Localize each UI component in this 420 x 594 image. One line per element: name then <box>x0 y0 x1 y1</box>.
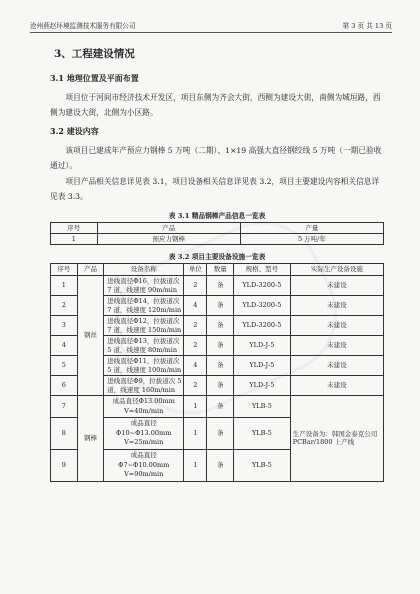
unit-cell: 1 <box>184 396 207 418</box>
row-number: 1 <box>51 276 78 296</box>
table-header-cell: 规格、型号 <box>234 264 291 276</box>
unit-cell: 2 <box>184 336 207 356</box>
model-cell: YLB-5 <box>234 396 291 418</box>
unit-cell: 4 <box>184 356 207 376</box>
table-header-cell: 单位 <box>184 264 207 276</box>
unit-cell: 2 <box>184 276 207 296</box>
unit-cell: 1 <box>184 418 207 450</box>
table-header-cell: 数量 <box>207 264 234 276</box>
row-number: 5 <box>51 356 78 376</box>
actual-cell: 未建设 <box>290 316 383 336</box>
spec-cell: 进线直径Φ16，拉拔道次 7 道，线速度 90m/min <box>104 276 184 296</box>
table-header-row <box>51 223 384 234</box>
subsection-content-title: 3.2 建设内容 <box>50 126 99 136</box>
spec-cell: 进线直径Φ13，拉拔道次 5 道，线速度 80m/min <box>104 336 184 356</box>
table2-caption: 表 3.2 项目主要设备设施一览表 <box>168 253 266 261</box>
unit-cell: 4 <box>184 296 207 316</box>
table-header-cell: 产品 <box>77 264 104 276</box>
model-cell: YLD-J-5 <box>234 376 291 396</box>
row-number: 9 <box>51 449 78 481</box>
qty-cell: 条 <box>207 418 234 450</box>
table-row <box>51 234 384 245</box>
row-number: 2 <box>51 296 78 316</box>
company-name: 沧州燕赵环境监测技术服务有限公司 <box>30 22 136 30</box>
row-number: 6 <box>51 376 78 396</box>
model-cell: YLD-J-5 <box>234 356 291 376</box>
qty-cell: 条 <box>207 449 234 481</box>
model-cell: YLD-3200-5 <box>234 296 291 316</box>
qty-cell: 条 <box>207 276 234 296</box>
table-row <box>51 276 384 296</box>
equipment-table <box>50 263 384 482</box>
table-cell: 预应力钢棒 <box>97 234 240 245</box>
row-number: 8 <box>51 418 78 450</box>
spec-cell: 成品直径 Φ7~Φ10.00mm V=90m/min <box>104 449 184 481</box>
content-paragraph: 该项目已建成年产预应力钢棒 5 万吨（二期）、1×19 高强大直径钢绞线 5 万吨（一期已验收通过）。 <box>50 146 382 170</box>
table-header-cell: 实际生产设备设施 <box>290 264 383 276</box>
actual-cell: 未建设 <box>290 336 383 356</box>
table-cell: 1 <box>51 234 98 245</box>
row-number: 3 <box>51 316 78 336</box>
location-paragraph: 项目位于河间市经济技术开发区，项目东侧为齐会大街，西侧为建设大街，南侧为城垣路，西侧为建设大街，北侧为小区路。 <box>50 93 381 117</box>
subsection-location-title: 3.1 地理位置及平面布置 <box>50 73 139 83</box>
product-table <box>50 222 384 245</box>
product-group-bar: 钢棒 <box>77 396 104 482</box>
actual-cell: 未建设 <box>290 376 383 396</box>
table-header-cell: 序号 <box>51 264 78 276</box>
actual-cell: 未建设 <box>290 356 383 376</box>
spec-cell: 进线直径Φ11，拉拔道次 5 道，线速度 100m/min <box>104 356 184 376</box>
actual-cell: 未建设 <box>290 276 383 296</box>
model-cell: YLD-3200-5 <box>234 276 291 296</box>
model-cell: YLB-5 <box>234 449 291 481</box>
model-cell: YLD-3200-5 <box>234 316 291 336</box>
page-header <box>30 20 392 33</box>
qty-cell: 条 <box>207 376 234 396</box>
table-header-cell: 产量 <box>240 223 383 234</box>
row-number: 7 <box>51 396 78 418</box>
page-number: 第 3 页 共 13 页 <box>342 22 392 30</box>
qty-cell: 条 <box>207 356 234 376</box>
table1-caption: 表 3.1 精品钢棒产品信息一览表 <box>168 212 266 220</box>
reference-paragraph: 项目产品相关信息详见表 3.1，项目设备相关信息详见表 3.2，项目主要建设内容相关信息详见表 3.3。 <box>50 177 380 201</box>
table-header-cell: 产品 <box>97 223 240 234</box>
merged-actual-cell: 生产设备为：韩国金泰克公司 PCBar/1800 上产线 <box>290 396 383 482</box>
table-row <box>51 396 384 418</box>
table-cell: 5 万吨/年 <box>240 234 383 245</box>
table-header-cell: 序号 <box>51 223 98 234</box>
qty-cell: 条 <box>207 336 234 356</box>
spec-cell: 进线直径Φ9，拉拔道次 5 道，线速度 160m/min <box>104 376 184 396</box>
spec-cell: 成品直径 Φ10~Φ13.00mm V=25m/min <box>104 418 184 450</box>
qty-cell: 条 <box>207 316 234 336</box>
actual-cell: 未建设 <box>290 296 383 316</box>
model-cell: YLD-J-5 <box>234 336 291 356</box>
spec-cell: 进线直径Φ12，拉拔道次 7 道，线速度 150m/min <box>104 316 184 336</box>
model-cell: YLB-5 <box>234 418 291 450</box>
document-body <box>50 46 384 482</box>
table-header-row <box>51 264 384 276</box>
product-group-wire: 钢丝 <box>77 276 104 396</box>
row-number: 4 <box>51 336 78 356</box>
unit-cell: 2 <box>184 316 207 336</box>
section-title: 3、工程建设情况 <box>54 48 135 60</box>
spec-cell: 成品直径Φ13.00mm V=40m/min <box>104 396 184 418</box>
unit-cell: 2 <box>184 376 207 396</box>
qty-cell: 条 <box>207 296 234 316</box>
table-header-cell: 设备名称 <box>104 264 184 276</box>
qty-cell: 条 <box>207 396 234 418</box>
unit-cell: 1 <box>184 449 207 481</box>
spec-cell: 进线直径Φ14，拉拔道次 7 道，线速度 120m/min <box>104 296 184 316</box>
